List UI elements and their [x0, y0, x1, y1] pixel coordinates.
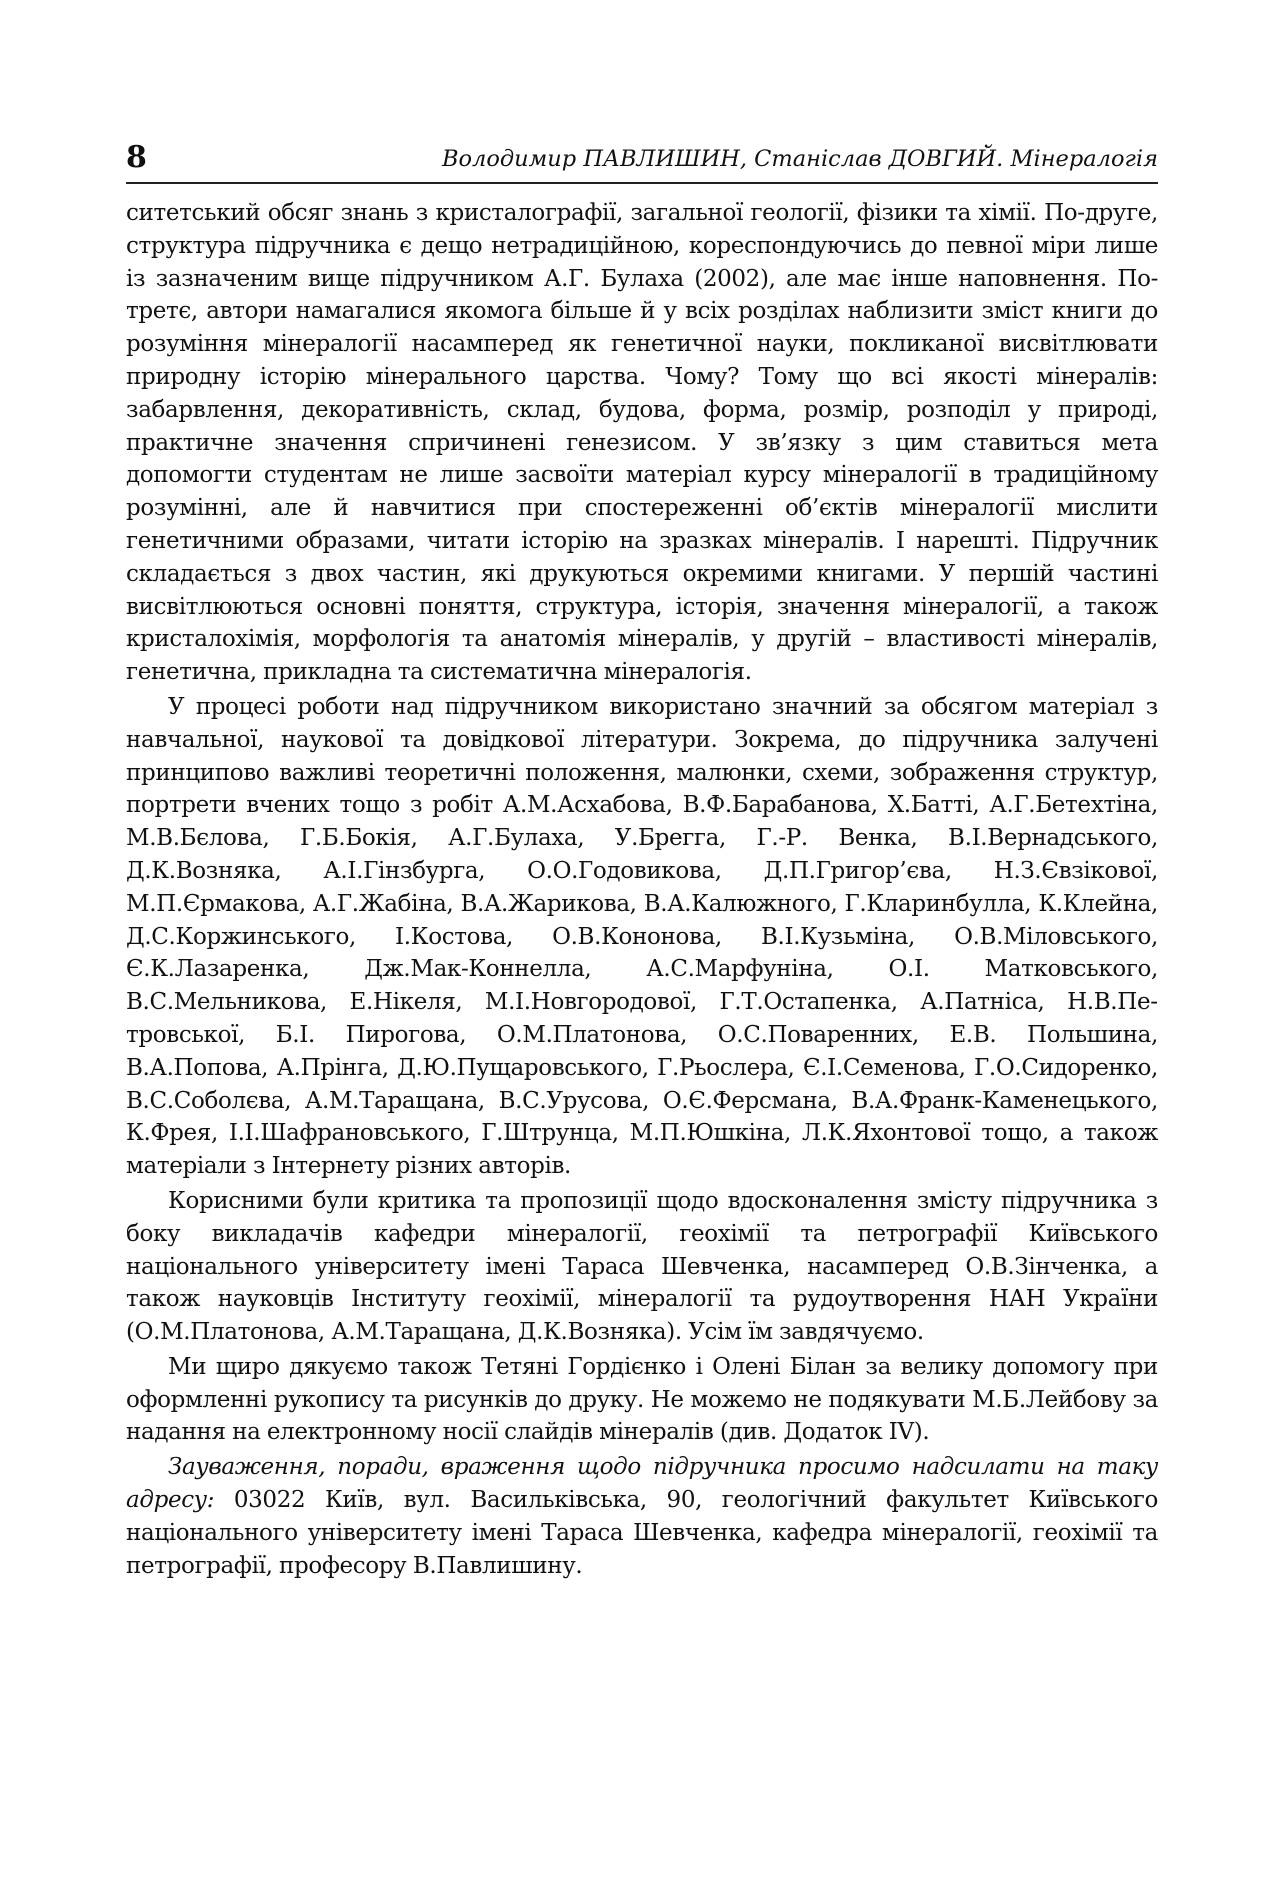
paragraph-4: Ми щиро дякуємо також Тетяні Гордієнко і Олені Білан за велику допомогу при оформленні рукопису та рисунків до друку. Не можемо не подякувати М.Б.Лейбову за надання на електронному носії слайдів мінералів (див. Додаток IV).	[126, 1353, 1158, 1446]
page-number: 8	[126, 140, 147, 175]
address-request-italic: Зауваження, поради, враження щодо підручника просимо надсилати на таку адресу:	[126, 1454, 1158, 1514]
paragraph-2: У процесі роботи над підручником використано значний за обсягом матеріал з навчальної, наукової та довідкової літератури. Зокрема, до підручника залучені принципово важливі теоретичні положення, малюнки, схеми, зображення структур, портрети вчених тощо з робіт А.М.Асхабова, В.Ф.Барабанова, Х.Батті, А.Г.Бетехтіна, М.В.Бєлова, Г.Б.Бокія, А.Г.Булаха, У.Брегга, Г.-Р. Венка, В.І.Вернадського, Д.К.Возняка, А.І.Гінзбурга, О.О.Годовикова, Д.П.Григор’єва, Н.З.Євзікової, М.П.Єрмакова, А.Г.Жабіна, В.А.Жарикова, В.А.Калюжного, Г.Кларинбулла, К.Клейна, Д.С.Коржинського, І.Костова, О.В.Кононова, В.І.Кузьміна, О.В.Міловського, Є.К.Лазаренка, Дж.Мак-Коннелла, А.С.Марфуніна, О.І. Матковського, В.С.Мельникова, Е.Нікеля, М.І.Новгородової, Г.Т.Остапенка, А.Патніса, Н.В.Петровської, Б.І. Пирогова, О.М.Платонова, О.С.Поваренних, Е.В. Польшина, В.А.Попова, А.Прінга, Д.Ю.Пущаровського, Г.Рьослера, Є.І.Семенова, Г.О.Сидоренко, В.С.Соболєва, А.М.Таращана, В.С.Урусова, О.Є.Ферсмана, В.А.Франк-Каменецького, К.Фрея, І.І.Шафрановського, Г.Штрунца, М.П.Юшкіна, Л.К.Яхонтової тощо, а також матеріали з Інтернету різних авторів.	[126, 693, 1158, 1180]
running-head: Володимир ПАВЛИШИН, Станіслав ДОВГИЙ. Мінералогія	[441, 146, 1158, 172]
paragraph-3: Корисними були критика та пропозиції щодо вдосконалення змісту підручника з боку викладачів кафедри мінералогії, геохімії та петрографії Київського національного університету імені Тараса Шевченка, насамперед О.В.Зінченка, а також науковців Інституту геохімії, мінералогії та рудоутворення НАН України (О.М.Платонова, А.М.Таращана, Д.К.Возняка). Усім їм завдячуємо.	[126, 1187, 1158, 1346]
paragraph-5	[126, 1451, 1158, 1582]
body-text	[126, 197, 1158, 1584]
page-header	[126, 138, 1158, 182]
address-text: 03022 Київ, вул. Васильківська, 90, геологічний факультет Київського національного університету імені Тараса Шевченка, кафедра мінералогії, геохімії та петрографії, професору В.Павлишину.	[126, 1487, 1158, 1579]
header-rule	[126, 182, 1158, 184]
paragraph-1: ситетський обсяг знань з кристалографії, загальної геології, фізики та хімії. По-друге, структура підручника є дещо нетрадиційною, кореспондуючись до певної міри лише із зазначеним вище підручником А.Г. Булаха (2002), але має інше наповнення. По-третє, автори намагалися якомога більше й у всіх розділах наблизити зміст книги до розуміння мінералогії насамперед як генетичної науки, покликаної висвітлювати природну історію мінерального царства. Чому? Тому що всі якості мінералів: забарвлення, декоративність, склад, будова, форма, розмір, розподіл у природі, практичне значення спричинені генезисом. У зв’язку з цим ставиться мета допомогти студентам не лише засвоїти матеріал курсу мінералогії в традиційному розумінні, але й навчитися при спостереженні об’єктів мінералогії мислити генетичними образами, читати історію на зразках мінералів. І нарешті. Підручник складається з двох частин, які друкуються окремими книгами. У першій частині висвітлюються основні поняття, структура, історія, значення мінералогії, а також кристалохімія, морфологія та анатомія мінералів, у другій – властивості мінералів, генетична, прикладна та систематична мінералогія.	[126, 200, 1158, 686]
